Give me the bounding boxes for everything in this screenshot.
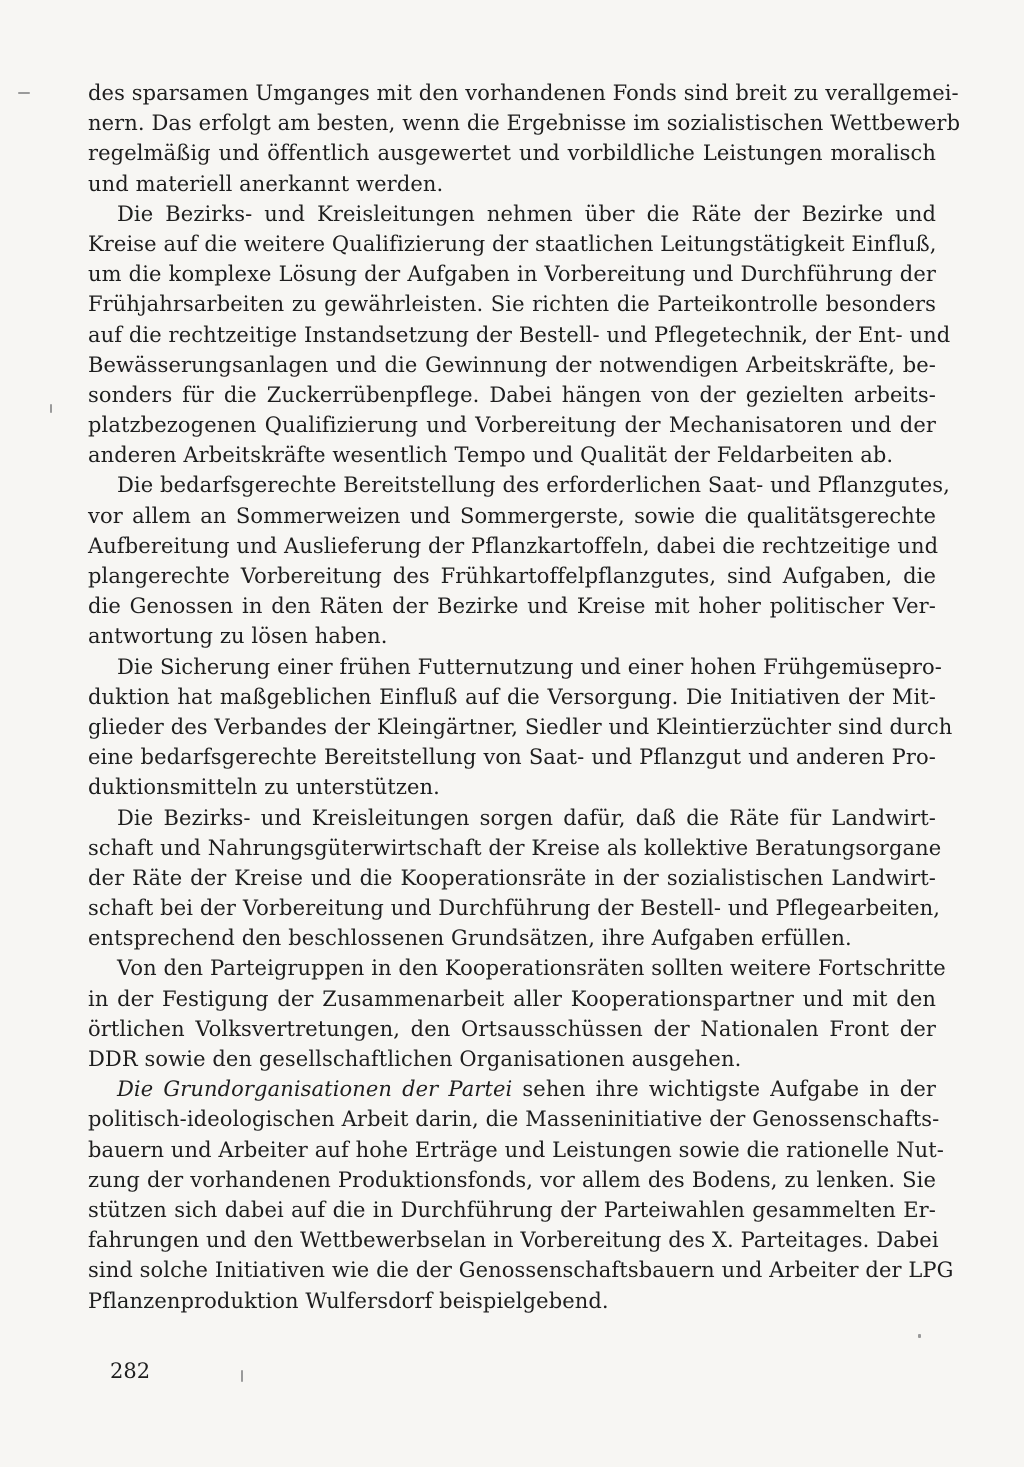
text-line: glieder des Verbandes der Kleingärtner, Siedler und Kleintierzüchter sind durch	[88, 714, 953, 739]
text-line: nern. Das erfolgt am besten, wenn die Ergebnisse im sozialistischen Wettbewerb	[88, 111, 961, 136]
paragraph-5	[88, 803, 942, 954]
scan-speck	[50, 404, 52, 413]
text-line: um die komplexe Lösung der Aufgaben in Vorbereitung und Durchführung der	[88, 262, 936, 287]
text-line: platzbezogenen Qualifizierung und Vorbereitung der Mechanisatoren und der	[88, 413, 936, 438]
text-fragment: sehen ihre wichtigste Aufgabe in der	[512, 1077, 936, 1102]
text-line: plangerechte Vorbereitung des Frühkartoffelpflanzgutes, sind Aufgaben, die	[88, 564, 936, 588]
text-line: sind solche Initiativen wie die der Genossenschaftsbauern und Arbeiter der LPG	[88, 1258, 954, 1283]
text-line: entsprechend den beschlossenen Grundsätzen, ihre Aufgaben erfüllen.	[88, 926, 852, 951]
paragraph-4	[88, 652, 953, 803]
paragraph-1	[88, 78, 961, 199]
text-line: antwortung zu lösen haben.	[88, 624, 388, 649]
text-line: anderen Arbeitskräfte wesentlich Tempo und Qualität der Feldarbeiten ab.	[88, 443, 894, 468]
text-line: in der Festigung der Zusammenarbeit aller Kooperationspartner und mit den	[88, 986, 936, 1011]
text-line: Frühjahrsarbeiten zu gewährleisten. Sie richten die Parteikontrolle besonders	[88, 292, 936, 317]
text-line: und materiell anerkannt werden.	[88, 171, 444, 196]
text-line: Die Sicherung einer frühen Futternutzung und einer hohen Frühgemüsepro-	[117, 654, 942, 679]
text-line	[88, 1074, 936, 1104]
text-line: schaft bei der Vorbereitung und Durchführung der Bestell- und Pflegearbeiten,	[88, 896, 941, 921]
paragraph-2	[88, 199, 951, 471]
emphasized-phrase: Die Grundorganisationen der Partei	[117, 1077, 513, 1102]
text-line: Pflanzenproduktion Wulfersdorf beispielgebend.	[88, 1288, 609, 1313]
text-line: auf die rechtzeitige Instandsetzung der Bestell- und Pflegetechnik, der Ent- und	[88, 322, 951, 347]
text-line: zung der vorhandenen Produktionsfonds, vor allem des Bodens, zu lenken. Sie	[88, 1167, 936, 1192]
text-line: regelmäßig und öffentlich ausgewertet und vorbildliche Leistungen moralisch	[88, 141, 936, 166]
paragraph-7	[88, 1074, 954, 1316]
scan-speck	[18, 92, 30, 94]
text-line: die Genossen in den Räten der Bezirke und Kreise mit hoher politischer Ver-	[88, 594, 936, 619]
text-line: politisch-ideologischen Arbeit darin, die Masseninitiative der Genossenschafts-	[88, 1107, 940, 1132]
page-body	[88, 78, 961, 1316]
text-line: Kreise auf die weitere Qualifizierung der staatlichen Leitungstätigkeit Einfluß,	[88, 231, 937, 256]
text-line: der Räte der Kreise und die Kooperationsräte in der sozialistischen Landwirt-	[88, 865, 936, 890]
text-line: fahrungen und den Wettbewerbselan in Vorbereitung des X. Parteitages. Dabei	[88, 1228, 939, 1253]
text-line: Die bedarfsgerechte Bereitstellung des erforderlichen Saat- und Pflanzgutes,	[117, 473, 950, 498]
text-line: sonders für die Zuckerrübenpflege. Dabei hängen von der gezielten arbeits-	[88, 382, 936, 407]
text-line: eine bedarfsgerechte Bereitstellung von Saat- und Pflanzgut und anderen Pro-	[88, 745, 936, 770]
text-line: bauern und Arbeiter auf hohe Erträge und Leistungen sowie die rationelle Nut-	[88, 1137, 944, 1162]
scan-speck	[918, 1334, 921, 1338]
text-line: stützen sich dabei auf die in Durchführung der Parteiwahlen gesammelten Er-	[88, 1197, 936, 1222]
scan-speck	[241, 1370, 243, 1382]
text-line: Bewässerungsanlagen und die Gewinnung der notwendigen Arbeitskräfte, be-	[88, 352, 936, 377]
text-line: DDR sowie den gesellschaftlichen Organisationen ausgehen.	[88, 1047, 742, 1071]
text-line: Die Bezirks- und Kreisleitungen nehmen über die Räte der Bezirke und	[117, 201, 936, 226]
paragraph-6	[88, 953, 946, 1074]
text-line: Von den Parteigruppen in den Kooperationsräten sollten weitere Fortschritte	[117, 956, 946, 981]
text-line: örtlichen Volksvertretungen, den Ortsausschüssen der Nationalen Front der	[88, 1016, 936, 1041]
text-line: des sparsamen Umganges mit den vorhandenen Fonds sind breit zu verallgemei-	[88, 81, 959, 105]
text-line: duktionsmitteln zu unterstützen.	[88, 775, 440, 800]
text-line: vor allem an Sommerweizen und Sommergerste, sowie die qualitätsgerechte	[88, 503, 936, 528]
text-line: Aufbereitung und Auslieferung der Pflanzkartoffeln, dabei die rechtzeitige und	[88, 533, 939, 558]
text-line: schaft und Nahrungsgüterwirtschaft der Kreise als kollektive Beratungsorgane	[88, 835, 942, 860]
text-line: duktion hat maßgeblichen Einfluß auf die Versorgung. Die Initiativen der Mit-	[88, 684, 936, 709]
text-line: Die Bezirks- und Kreisleitungen sorgen dafür, daß die Räte für Landwirt-	[117, 805, 936, 830]
page-number: 282	[110, 1359, 151, 1383]
paragraph-3	[88, 470, 950, 651]
